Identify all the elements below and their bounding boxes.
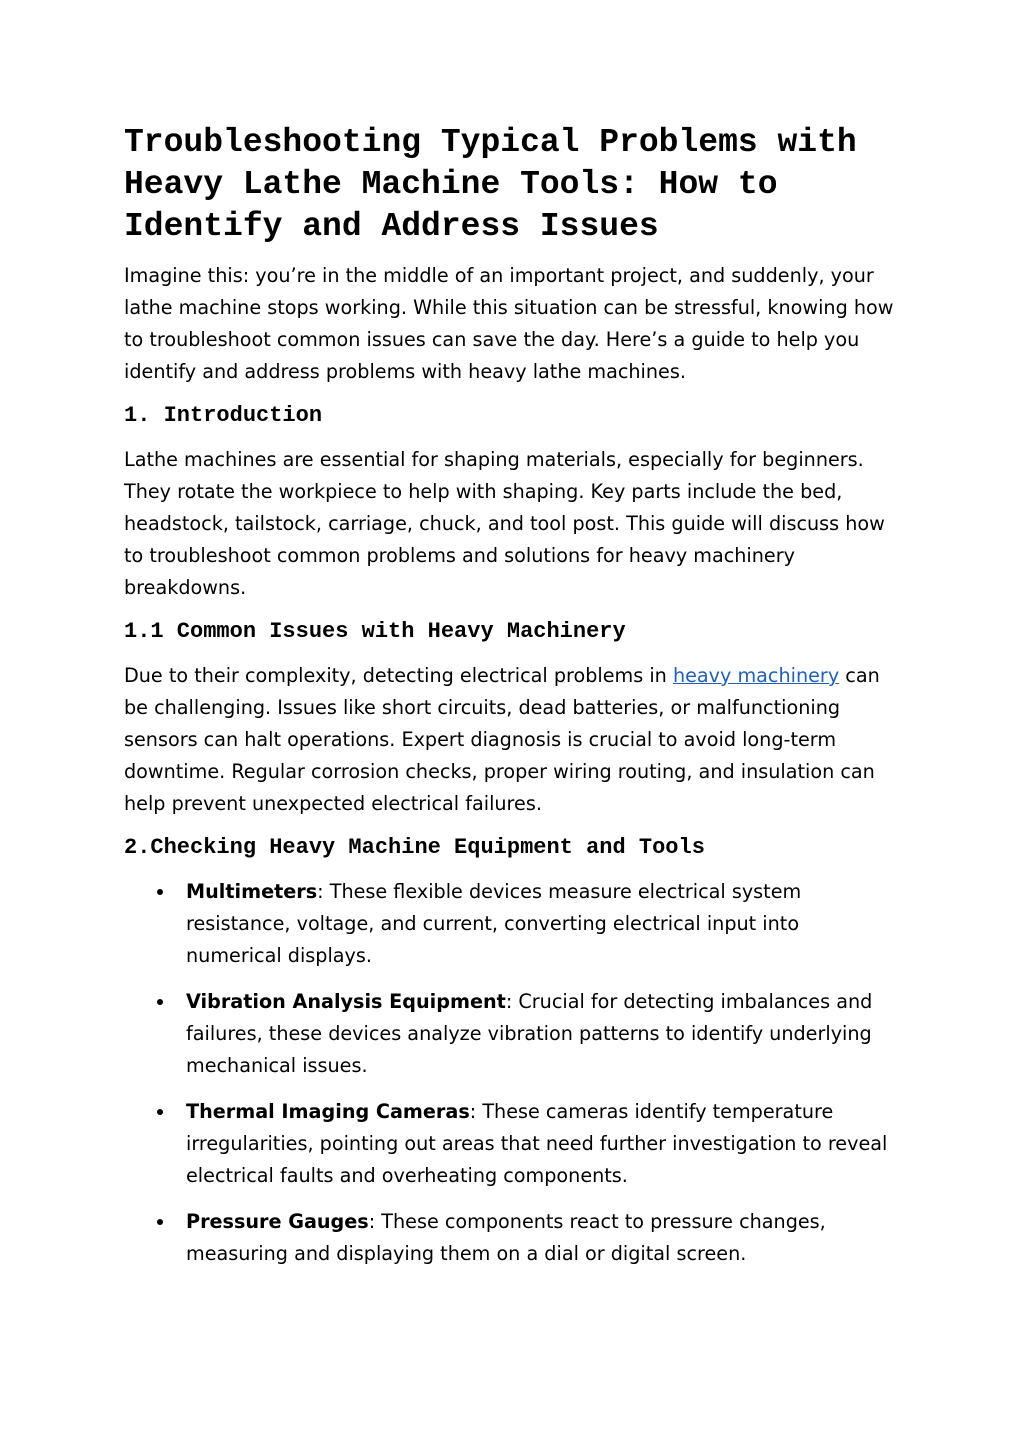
- list-item-term: Vibration Analysis Equipment: [186, 990, 506, 1013]
- section-heading-checking-equipment: 2.Checking Heavy Machine Equipment and Tools: [124, 835, 705, 860]
- list-item: [124, 1206, 900, 1270]
- intro-paragraph: Imagine this: you’re in the middle of an important project, and suddenly, your lathe machine stops working. While this situation can be stressful, knowing how to troubleshoot common issues can save the day. Here’s a guide to help you identify and address problems with heavy lathe machines.: [124, 264, 894, 383]
- list-item-text: : These cameras identify temperature irregularities, pointing out areas that need further investigation to reveal electrical faults and overheating components.: [186, 1100, 888, 1187]
- bullet-icon: [157, 889, 163, 895]
- common-issues-text-end: can be challenging. Issues like short circuits, dead batteries, or malfunctioning sensors can halt operations. Expert diagnosis is crucial to avoid long-term downtime. Regular corrosion checks, proper wiring routing, and insulation can help prevent unexpected electrical failures.: [124, 664, 880, 815]
- list-item: [124, 1096, 900, 1192]
- list-item-text: : These flexible devices measure electrical system resistance, voltage, and current, converting electrical input into numerical displays.: [186, 880, 802, 967]
- section-heading-introduction: 1. Introduction: [124, 403, 323, 428]
- equipment-list: [124, 876, 900, 1270]
- bullet-icon: [157, 1219, 163, 1225]
- list-item-text: : These components react to pressure changes, measuring and displaying them on a dial or digital screen.: [186, 1210, 826, 1265]
- section-heading-common-issues: 1.1 Common Issues with Heavy Machinery: [124, 619, 626, 644]
- list-item-text: : Crucial for detecting imbalances and failures, these devices analyze vibration patterns to identify underlying mechanical issues.: [186, 990, 873, 1077]
- common-issues-text-start: Due to their complexity, detecting electrical problems in: [124, 664, 673, 687]
- list-item: [124, 986, 900, 1082]
- document-title: Troubleshooting Typical Problems with Heavy Lathe Machine Tools: How to Identify and Address Issues: [124, 124, 857, 245]
- list-item: [124, 876, 900, 972]
- list-item-term: Multimeters: [186, 880, 318, 903]
- heavy-machinery-link[interactable]: heavy machinery: [672, 664, 840, 687]
- list-item-term: Pressure Gauges: [186, 1210, 369, 1233]
- bullet-icon: [157, 999, 163, 1005]
- bullet-icon: [157, 1109, 163, 1115]
- introduction-paragraph: Lathe machines are essential for shaping materials, especially for beginners. They rotate the workpiece to help with shaping. Key parts include the bed, headstock, tailstock, carriage, chuck, and tool post. This guide will discuss how to troubleshoot common problems and solutions for heavy machinery breakdowns.: [124, 448, 885, 599]
- list-item-term: Thermal Imaging Cameras: [186, 1100, 470, 1123]
- common-issues-paragraph: [124, 660, 900, 820]
- document-page: [124, 122, 900, 1284]
